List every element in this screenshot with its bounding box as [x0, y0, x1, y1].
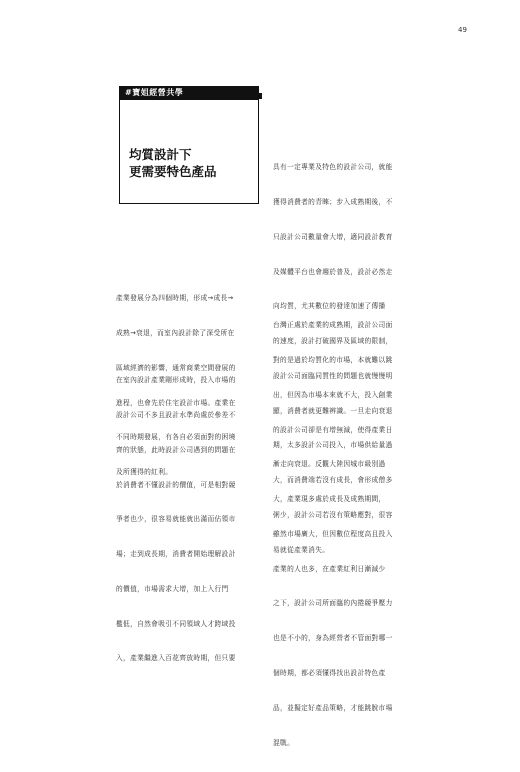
text-line: 入，產業繼進入百花齊放時期，但只要	[116, 654, 236, 663]
text-line: 的價值，市場需求大增，加上入行門	[116, 584, 229, 593]
text-line: 粥少，設計公司若沒有策略應對，很容	[273, 511, 393, 519]
text-line: 混戰。	[273, 738, 295, 747]
text-line: 齊的狀態，此時設計公司遇到的問題在	[116, 445, 236, 454]
text-line: 具有一定專業及特色的設計公司，就能	[273, 163, 393, 172]
text-line: 只設計公司數量會大增，適同設計教育	[273, 232, 393, 241]
text-line: 之下，設計公司所面臨的內捲競爭壓力	[273, 599, 393, 608]
text-line: 對的是過於均質化的市場，本就難以跳	[273, 355, 393, 364]
text-line: 大，而消費端若沒有成長，會形成僧多	[273, 476, 393, 485]
text-line: 漸走向衰退。反觀大陸因城市級別過	[273, 460, 386, 469]
page-number: 49	[458, 26, 467, 34]
text-line: 於消費者不懂設計的價值，可是相對競	[116, 480, 236, 489]
text-line: 設計公司不多且設計水準尚處於參差不	[116, 410, 236, 419]
text-line: 在室內設計產業剛形成時，投入市場的	[116, 376, 236, 385]
text-line: 場；走到成長期，消費者開始理解設計	[116, 550, 236, 559]
text-line: 的設計公司卻是有增無減，使得產業日	[273, 425, 393, 434]
text-line: 獲得消費者的青睞；步入成熟期後，不	[273, 197, 393, 206]
text-line: 區域經濟的影響，通常商業空間發展的	[116, 363, 236, 372]
callout-title-line: 均質設計下	[129, 147, 192, 162]
text-line: 期，太多設計公司投入，市場供給量過	[273, 441, 393, 450]
text-line: 個時期，都必須懂得找出設計特色產	[273, 669, 386, 677]
text-line: 的速度，設計打破國界及區域的限制，	[273, 337, 393, 346]
text-line: 產業發展分為四個時期，形成→成長→	[116, 294, 234, 303]
text-line: 大，產業現多處於成長及成熟期間，	[273, 495, 386, 504]
text-line: 及媒體平台也會趨於普及，設計必然走	[273, 267, 393, 276]
text-line: 進程，也會先於住宅設計市場。產業在	[116, 398, 236, 407]
right-paragraph-2	[273, 297, 435, 772]
text-line: 顯，消費者就更難辨識。一旦走向衰退	[273, 406, 393, 415]
callout-header: #寶姐經營共學	[119, 86, 259, 100]
text-line: 出，但因為市場本來就不大，投入創業	[273, 390, 393, 399]
text-line: 不同時期發展，有各自必須面對的困境	[116, 433, 236, 442]
section-callout-box	[119, 86, 259, 204]
text-line: 產業的人也多，在產業紅利日漸減少	[273, 564, 386, 573]
text-line: 設計公司面臨同質性的問題也就慢慢明	[273, 371, 393, 380]
callout-corner-mark	[256, 93, 262, 99]
text-line: 易就從產業消失。	[273, 545, 330, 554]
text-line: 台灣正處於產業的成熟期，設計公司面	[273, 321, 393, 330]
text-line: 成熟→衰退，而室內設計除了深受所在	[116, 328, 235, 337]
text-line: 爭者也少，很容易就能就出滿而佔領市	[116, 515, 236, 524]
callout-title-line: 更需要特色產品	[129, 164, 217, 179]
callout-title	[129, 146, 217, 180]
text-line: 檻低，自然會吸引不同領域人才跨域投	[116, 619, 236, 628]
text-line: 也是不小的，身為經營者不管面對哪一	[273, 634, 393, 643]
left-paragraph-2	[116, 352, 274, 688]
text-line: 品，並擬定好產品策略，才能跳脫市場	[273, 703, 393, 712]
text-line: 雖然市場廣大，但因數位程度高且投入	[273, 529, 393, 538]
text-line: 及所獲得的紅利。	[116, 468, 173, 477]
text-line: 向均質，尤其數位的發達加速了傳播	[273, 302, 386, 311]
